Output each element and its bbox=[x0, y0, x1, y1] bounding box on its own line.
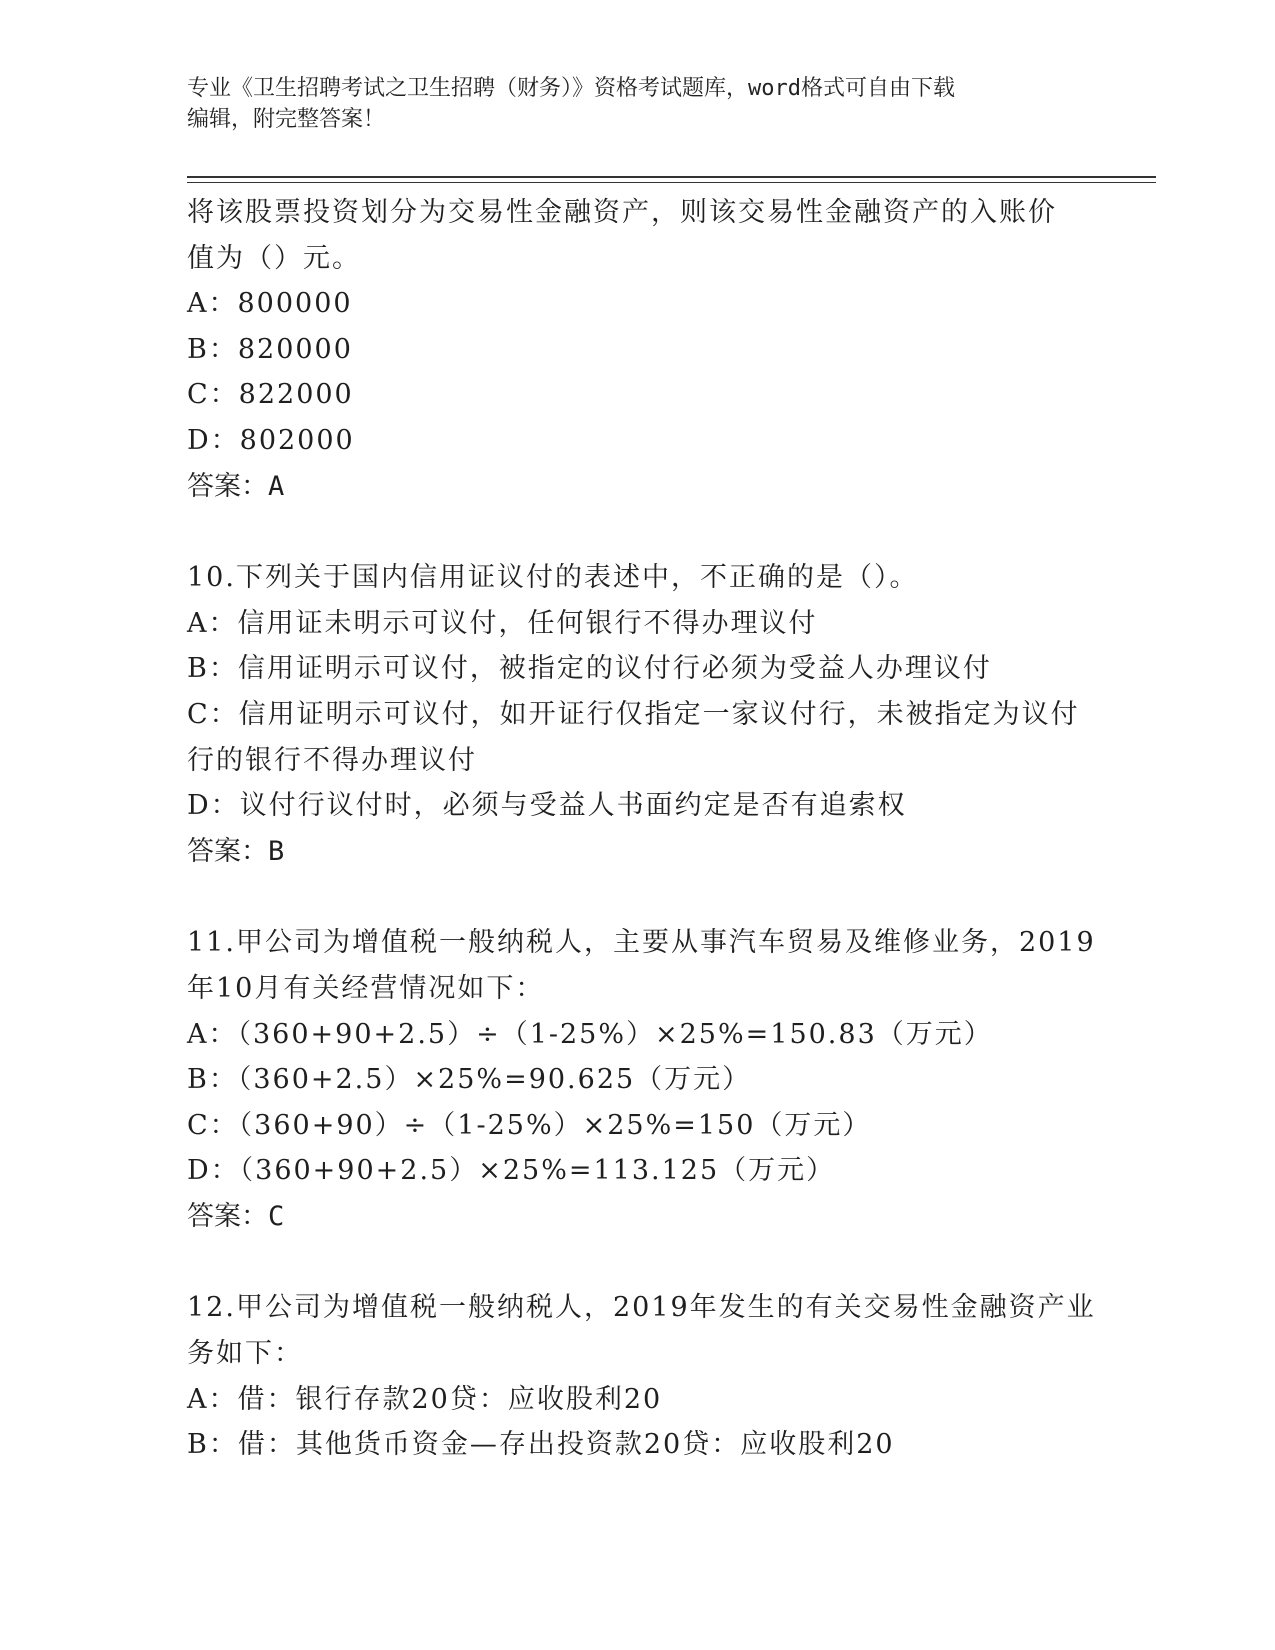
question-stem: 务如下： bbox=[187, 1338, 303, 1370]
option-b: B：借：其他货币资金—存出投资款20贷：应收股利20 bbox=[187, 1429, 895, 1461]
option-b: B：（360+2.5）×25%=90.625（万元） bbox=[187, 1064, 752, 1096]
option-a: A：800000 bbox=[187, 288, 353, 320]
spacer bbox=[187, 874, 1087, 920]
option-c: C：信用证明示可议付，如开证行仅指定一家议付行，未被指定为议付 bbox=[187, 698, 1080, 730]
header-line-1: 专业《卫生招聘考试之卫生招聘（财务）》资格考试题库，word格式可自由下载 bbox=[187, 76, 955, 101]
option-b: B：820000 bbox=[187, 333, 353, 365]
header-line-2: 编辑，附完整答案！ bbox=[187, 107, 386, 132]
spacer bbox=[187, 1239, 1087, 1285]
option-c: C：（360+90）÷（1-25%）×25%=150（万元） bbox=[187, 1109, 872, 1141]
option-d: D：议付行议付时，必须与受益人书面约定是否有追索权 bbox=[187, 790, 907, 822]
question-stem: 10.下列关于国内信用证议付的表述中，不正确的是（）。 bbox=[187, 562, 919, 594]
option-a: A：信用证未明示可议付，任何银行不得办理议付 bbox=[187, 607, 818, 639]
question-list bbox=[187, 190, 1096, 1468]
option-c: C：822000 bbox=[187, 379, 354, 411]
header-rule-thin bbox=[187, 182, 1156, 183]
question-stem: 将该股票投资划分为交易性金融资产，则该交易性金融资产的入账价 bbox=[187, 197, 1057, 228]
answer: 答案：A bbox=[187, 470, 285, 502]
question-stem: 年10月有关经营情况如下： bbox=[187, 972, 545, 1004]
answer: 答案：B bbox=[187, 835, 285, 867]
question-11 bbox=[187, 920, 1096, 1239]
option-a: A：借：银行存款20贷：应收股利20 bbox=[187, 1383, 663, 1415]
option-a: A：（360+90+2.5）÷（1-25%）×25%=150.83（万元） bbox=[187, 1018, 993, 1050]
question-10 bbox=[187, 555, 1087, 874]
question-stem: 值为（）元。 bbox=[187, 242, 361, 274]
document-header bbox=[187, 73, 1087, 135]
option-c-continued: 行的银行不得办理议付 bbox=[187, 744, 477, 776]
spacer bbox=[187, 509, 1087, 555]
option-d: D：（360+90+2.5）×25%=113.125（万元） bbox=[187, 1155, 836, 1187]
option-b: B：信用证明示可议付，被指定的议付行必须为受益人办理议付 bbox=[187, 653, 992, 685]
question-9 bbox=[187, 190, 1087, 509]
header-rule-thick bbox=[187, 176, 1156, 178]
option-d: D：802000 bbox=[187, 424, 355, 456]
question-stem: 11.甲公司为增值税一般纳税人，主要从事汽车贸易及维修业务，2019 bbox=[187, 927, 1096, 959]
answer: 答案：C bbox=[187, 1200, 285, 1232]
question-12 bbox=[187, 1285, 1096, 1467]
question-stem: 12.甲公司为增值税一般纳税人，2019年发生的有关交易性金融资产业 bbox=[187, 1292, 1096, 1324]
